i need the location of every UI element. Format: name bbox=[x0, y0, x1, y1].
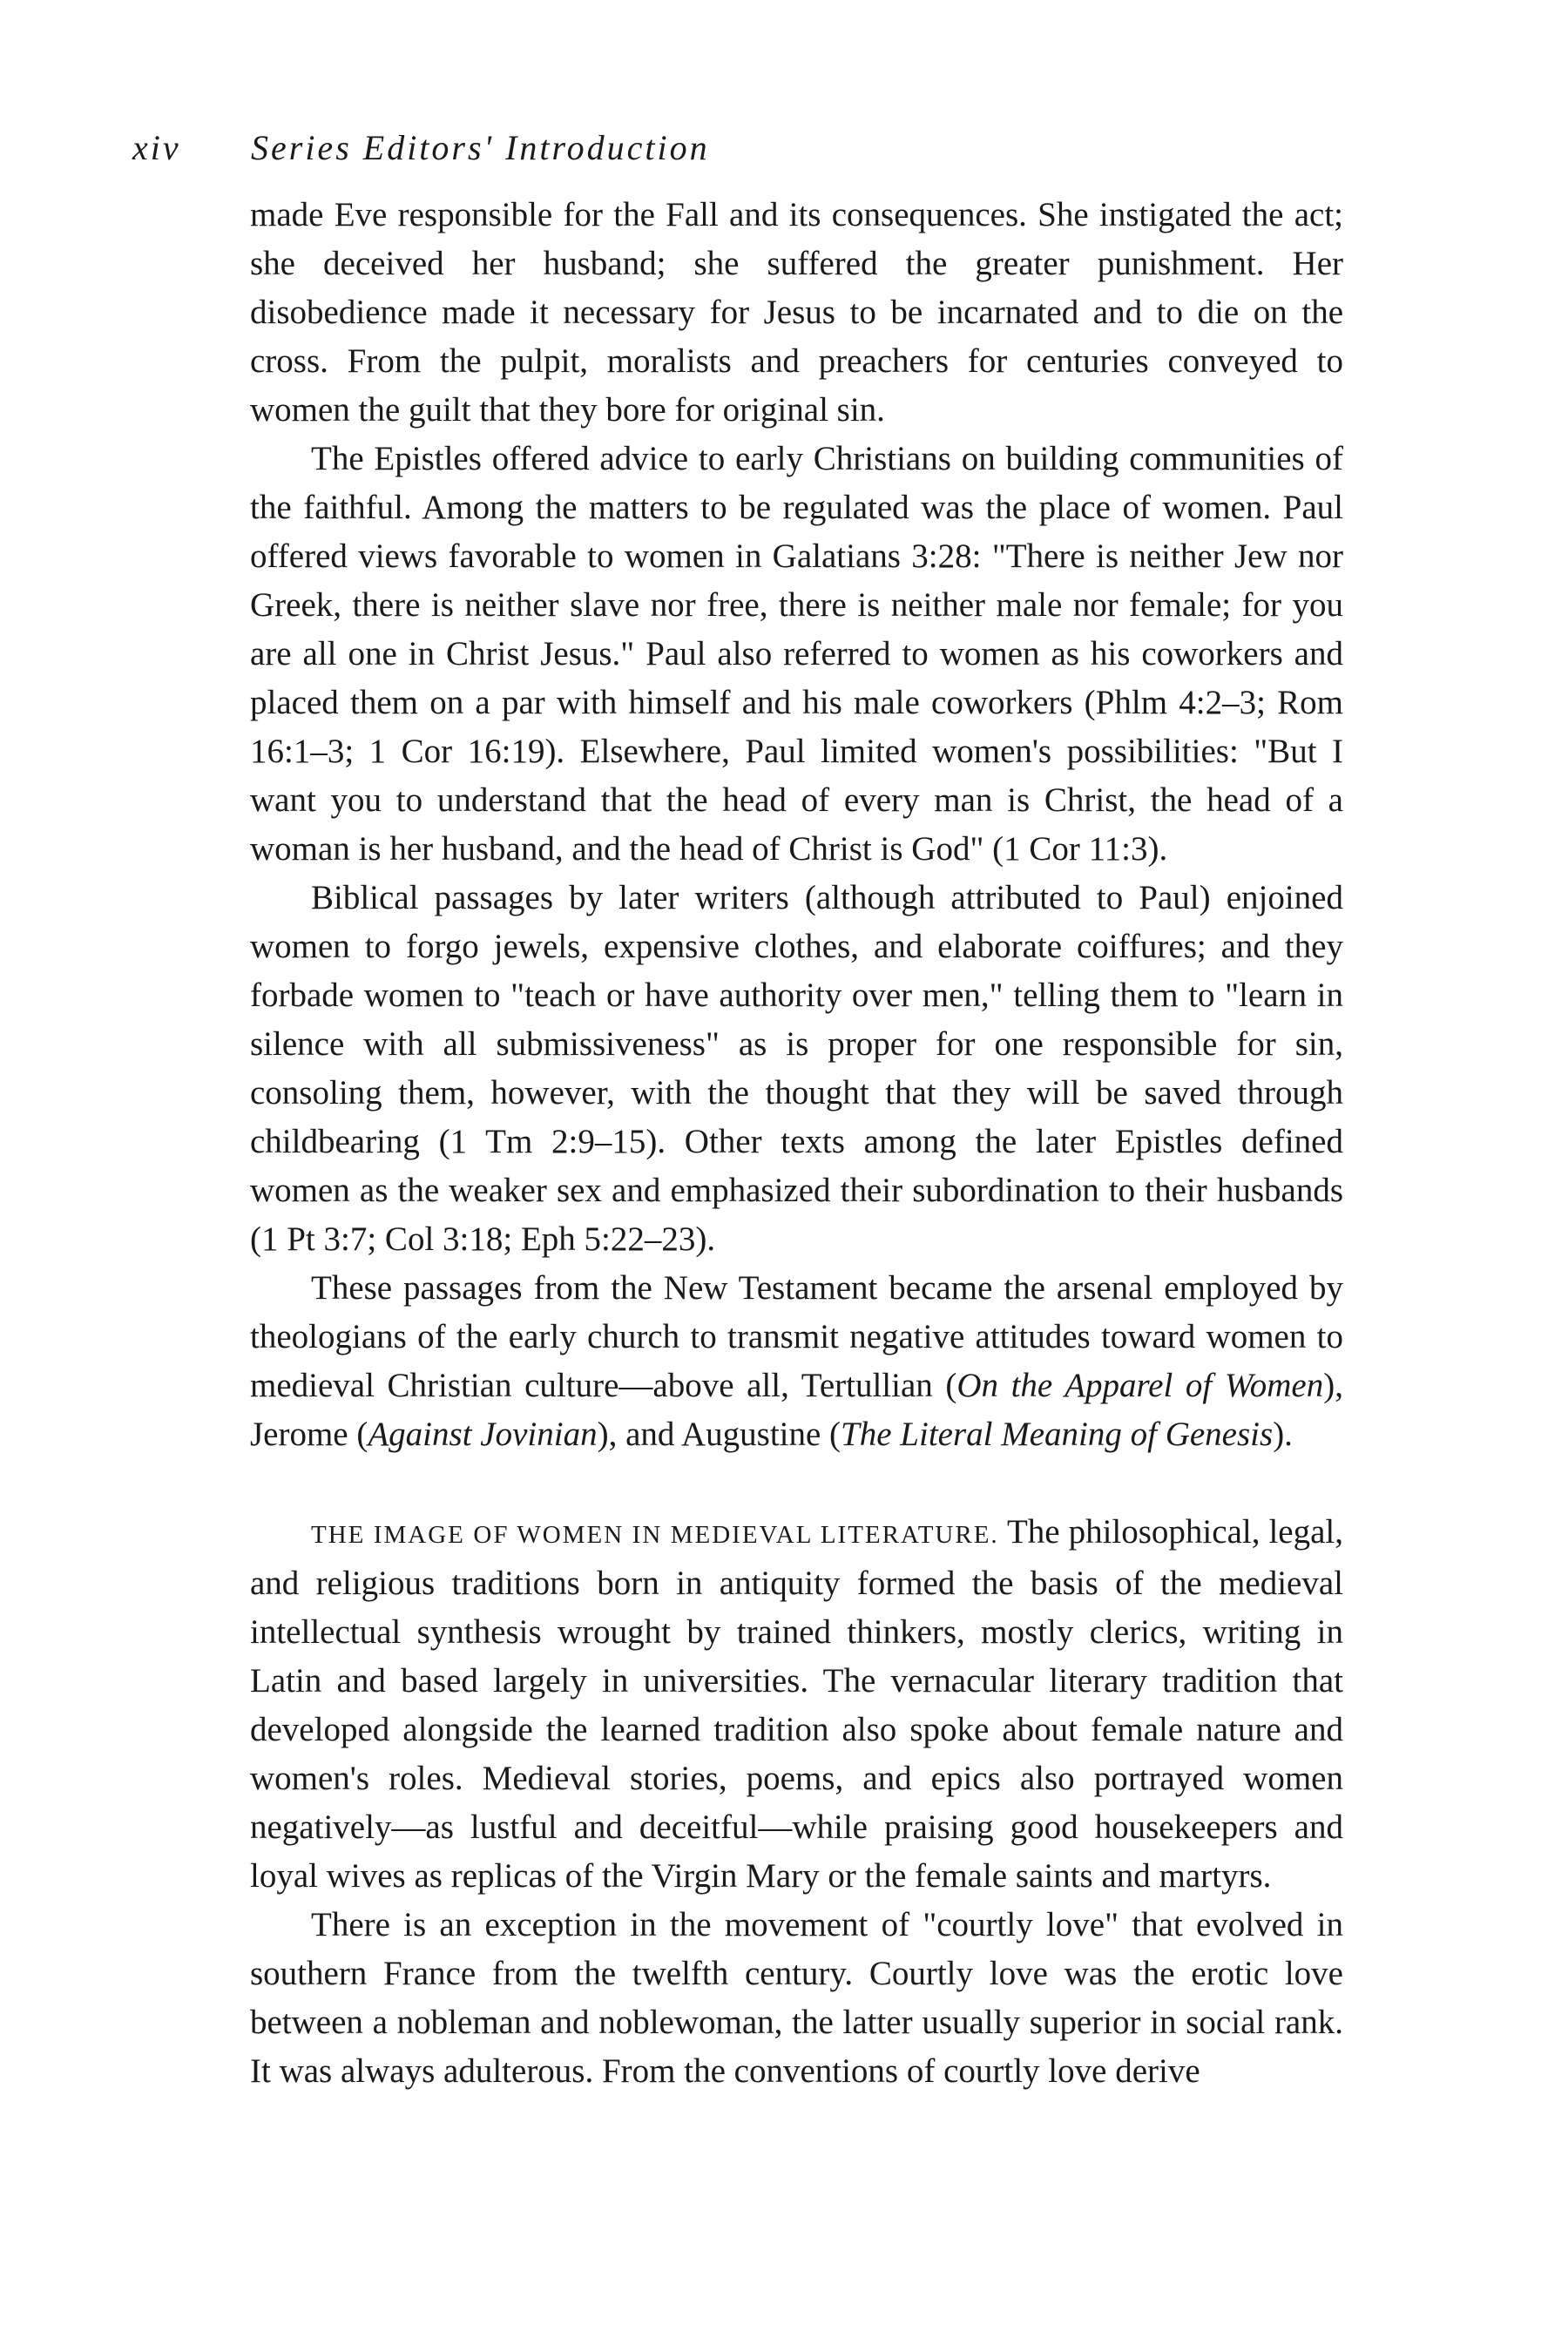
paragraph-2: The Epistles offered advice to early Christians on building communities of the faithful. Among the matters to be regulated was the place of women. Paul offered views favorable to women in Galatians 3:28: "There is neither Jew nor Greek, there is neither slave nor free, there is neither male nor female; for you are all one in Christ Jesus." Paul also referred to women as his coworkers and placed them on a par with himself and his male coworkers (Phlm 4:2–3; Rom 16:1–3; 1 Cor 16:19). Elsewhere, Paul limited women's possibilities: "But I want you to understand that the head of every man is Christ, the head of a woman is her husband, and the head of Christ is God" (1 Cor 11:3). bbox=[250, 440, 1343, 868]
paragraph-4-text-c: ), and Augustine ( bbox=[597, 1416, 841, 1453]
section-heading: THE IMAGE OF WOMEN IN MEDIEVAL LITERATURE. bbox=[311, 1521, 999, 1549]
body-text bbox=[250, 191, 1343, 2096]
running-head bbox=[132, 127, 710, 168]
paragraph-1: made Eve responsible for the Fall and its consequences. She instigated the act; she deceived her husband; she suffered the greater punishment. Her disobedience made it necessary for Jesus to be incarnated and to die on the cross. From the pulpit, moralists and preachers for centuries conveyed to women the guilt that they bore for original sin. bbox=[250, 196, 1343, 429]
paragraph-5-text: The philosophical, legal, and religious traditions born in antiquity formed the basis of the medieval intellectual synthesis wrought by trained thinkers, mostly clerics, writing in Latin and based largely in universities. The vernacular literary tradition that developed alongside the learned tradition also spoke about female nature and women's roles. Medieval stories, poems, and epics also portrayed women negatively—as lustful and deceitful—while praising good housekeepers and loyal wives as replicas of the Virgin Mary or the female saints and martyrs. bbox=[250, 1513, 1343, 1895]
work-title-genesis: The Literal Meaning of Genesis bbox=[841, 1416, 1274, 1453]
page-number: xiv bbox=[132, 128, 181, 167]
paragraph-5 bbox=[250, 1508, 1343, 1901]
section-break bbox=[250, 1459, 1343, 1508]
work-title-apparel: On the Apparel of Women bbox=[956, 1367, 1324, 1404]
paragraph-4-text-a: These passages from the New Testament became the arsenal employed by theologians of the early church to transmit negative attitudes toward women to medieval Christian culture—above all, Tertullian ( bbox=[250, 1269, 1343, 1404]
paragraph-6: There is an exception in the movement of "courtly love" that evolved in southern France from the twelfth century. Courtly love was the erotic love between a nobleman and noblewoman, the latter usually superior in social rank. It was always adulterous. From the conventions of courtly love derive bbox=[250, 1906, 1343, 2090]
paragraph-4-text-d: ). bbox=[1273, 1416, 1293, 1453]
running-head-title: Series Editors' Introduction bbox=[251, 128, 710, 167]
paragraph-4 bbox=[250, 1264, 1343, 1459]
paragraph-4-text-b: ), Jerome ( bbox=[250, 1367, 1343, 1453]
paragraph-3: Biblical passages by later writers (although attributed to Paul) enjoined women to forgo jewels, expensive clothes, and elaborate coiffures; and they forbade women to "teach or have authority over men," telling them to "learn in silence with all submissiveness" as is proper for one responsible for sin, consoling them, however, with the thought that they will be saved through childbearing (1 Tm 2:9–15). Other texts among the later Epistles defined women as the weaker sex and emphasized their subordination to their husbands (1 Pt 3:7; Col 3:18; Eph 5:22–23). bbox=[250, 879, 1343, 1258]
work-title-jovinian: Against Jovinian bbox=[368, 1416, 598, 1453]
